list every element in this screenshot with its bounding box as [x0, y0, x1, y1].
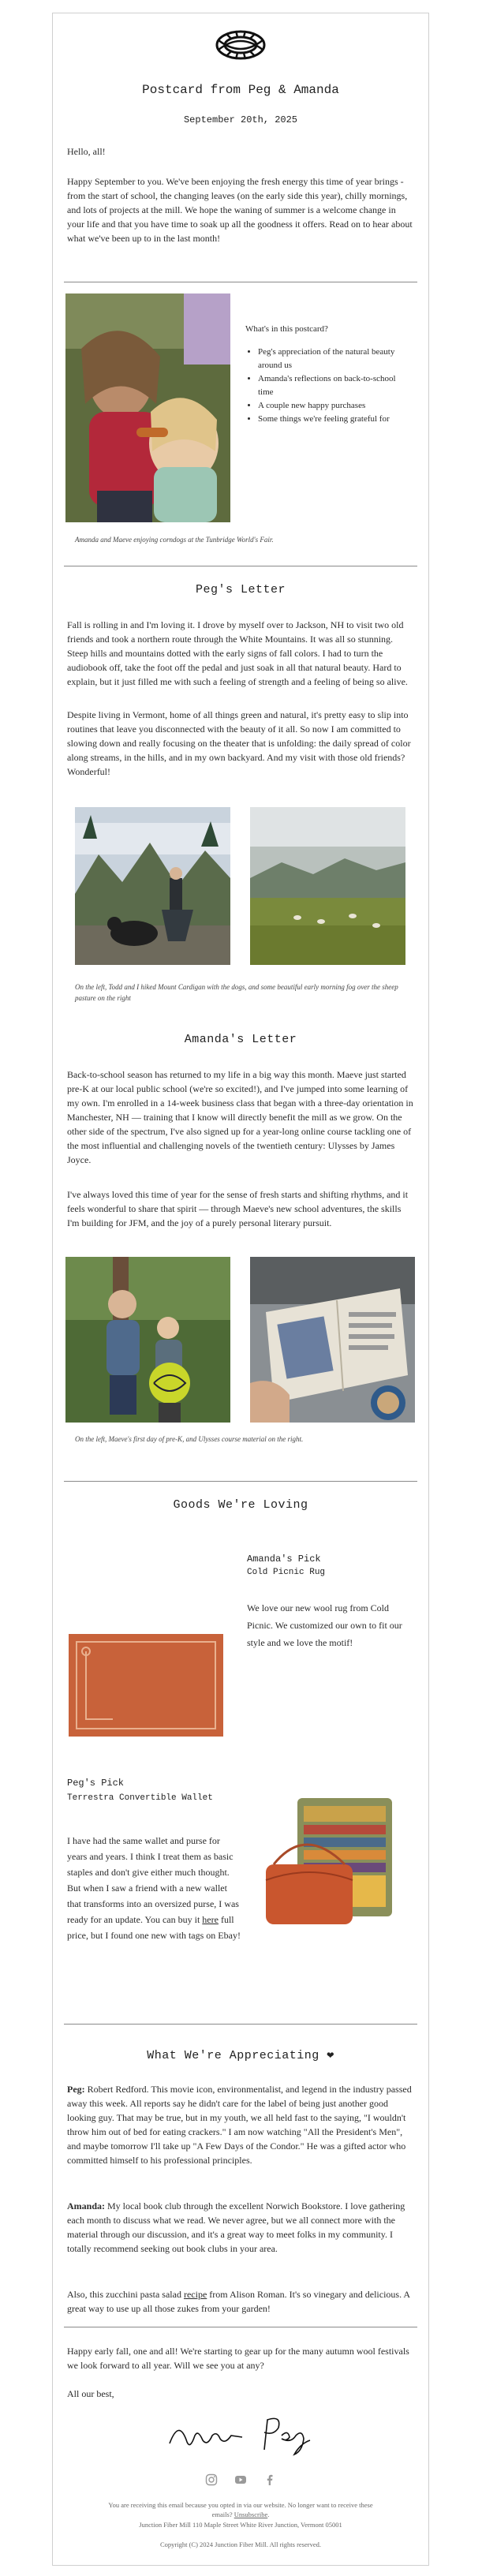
intro-paragraph: Happy September to you. We've been enjoying the fresh energy this time of year brings - from the start of school, the changing leaves (on the early side this year), chilly mornings, and lots of projects at the mill. We hope the waning of summer is a welcome change in your life and that you have time to soak up all the goodness it offers. Read on to hear about what we've been up to in the last month!: [67, 176, 413, 244]
corndog-photo: [65, 293, 230, 522]
zucchini-recipe-note: [67, 2287, 414, 2316]
newsletter-title: Postcard from Peg & Amanda: [142, 83, 339, 97]
signature: [163, 2412, 321, 2459]
ulysses-course-photo: [250, 1257, 415, 1423]
wallet-link[interactable]: here: [202, 1914, 219, 1925]
appreciating-title: What We're Appreciating ❤: [147, 2049, 334, 2062]
footer-notice: [108, 2500, 373, 2519]
amanda-pick-text: We love our new wool rug from Cold Picnic. We customized our own to fit our style and we love the motif!: [247, 1602, 402, 1648]
signoff: All our best,: [67, 2388, 114, 2399]
fog-pasture-photo: [250, 807, 405, 965]
amandas-letter-paragraph: Back-to-school season has returned to my life in a big way this month. Maeve just started pre-K at our local public school (we're so excited!), and I've jumped into some learning of my own. I'm enrolled in a 14-week business class that began with a three-day orientation in Manchester, NH — training that I know will directly benefit the mill as we grow. On the other side of the spectrum, I've also signed up for a year-long online course tackling one of the most influential and challenging novels of the twentieth century: Ulysses by James Joyce.: [67, 1069, 413, 1165]
peg-pick-text-end: full price, but I found one new with tags on Ebay!: [67, 1914, 241, 1941]
footer-notice-end: .: [267, 2511, 270, 2518]
peg-pick-label: Peg's Pick: [67, 1778, 125, 1789]
pegs-letter-title: Peg's Letter: [195, 583, 286, 596]
unsubscribe-link[interactable]: Unsubscribe: [234, 2511, 268, 2518]
pegs-letter-paragraph: Despite living in Vermont, home of all things green and natural, it's pretty easy to slip into routines that leave you disconnected with the beauty of it all. So now I am committed to slowing down and really focusing on the theater that is unfolding: the daily spread of color along streams, in the hills, and in my own backyard. And my visit with those old friends? Wonderful!: [67, 709, 411, 777]
divider: [64, 2024, 417, 2025]
facebook-icon[interactable]: [263, 2473, 276, 2486]
logo: [207, 26, 274, 64]
footer-address: Junction Fiber Mill 110 Maple Street White River Junction, Vermont 05001: [139, 2521, 342, 2529]
first-day-photo: [65, 1257, 230, 1423]
pegs-photo-caption: On the left, Todd and I hiked Mount Cardigan with the dogs, and some beautiful early morning fog over the sheep pasture on the right: [75, 983, 398, 1002]
amanda-appreciation: [67, 2199, 414, 2256]
corndog-caption: Amanda and Maeve enjoying corndogs at the Tunbridge World's Fair.: [75, 536, 274, 544]
youtube-icon[interactable]: [234, 2473, 247, 2486]
zucchini-text-end: from Alison Roman. It's so vinegary and delicious. A great way to use up all those zukes from your garden!: [67, 2289, 410, 2314]
pegs-letter-paragraph: Fall is rolling in and I'm loving it. I drove by myself over to Jackson, NH to visit two old friends and took a northern route through the White Mountains. It was all so stunning. Steep hills and mountains dotted with the early signs of fall colors. I had to turn the audiobook off, take the foot off the pedal and just soak in all that natural beauty. Hard to explain, but it just filled me with such a feeling of strength and a feeling of being so alive.: [67, 619, 408, 687]
footer-notice-text: You are receiving this email because you opted in via our website. No longer want to receive these emails?: [108, 2501, 373, 2518]
greeting: Hello, all!: [67, 146, 106, 157]
goods-title: Goods We're Loving: [173, 1498, 308, 1512]
postcard-contents: [245, 323, 411, 426]
sun-knot-logo-icon: [207, 26, 274, 64]
newsletter-date: September 20th, 2025: [183, 114, 298, 125]
hike-photo: [75, 807, 230, 965]
peg-appreciation-text: Robert Redford. This movie icon, environmentalist, and legend in the industry passed away this week. All reports say he didn't care for the label of being just another good looking guy. That may be true, but in my youth, we all held fast to the saying, "I wouldn't throw him out of bed for eating crackers." I am now watching "All the President's Men", and maybe tomorrow I'll take up "A Few Days of the Condor." He was a gifted actor who committed himself to his professional principles.: [67, 2084, 412, 2166]
list-item: • A couple new happy purchases: [258, 399, 411, 413]
peg-appreciation: [67, 2082, 414, 2167]
list-item: • Amanda's reflections on back-to-school time: [258, 372, 411, 399]
instagram-icon[interactable]: [205, 2473, 218, 2486]
footer-copyright: Copyright (C) 2024 Junction Fiber Mill. All rights reserved.: [160, 2540, 321, 2548]
divider: [64, 1481, 417, 1482]
peg-pick-text-start: I have had the same wallet and purse for years and years. I think I treat them as basic staples and don't give either much thought. But when I saw a friend with a new wallet that transforms into an oversized purse, I was ready for an update. You can buy it: [67, 1835, 239, 1925]
amandas-letter-paragraph: I've always loved this time of year for the sense of fresh starts and shifting rhythms, and it feels wonderful to share that spirit — through Maeve's new school adventures, the skills I'm building for JFM, and the joy of a purely personal literary pursuit.: [67, 1189, 409, 1228]
list-item: • Peg's appreciation of the natural beauty around us: [258, 346, 411, 372]
postcard-contents-heading: What's in this postcard?: [245, 324, 328, 334]
zucchini-text-start: Also, this zucchini pasta salad: [67, 2289, 184, 2300]
amanda-pick-label: Amanda's Pick: [247, 1553, 321, 1565]
amanda-pick-item: Cold Picnic Rug: [247, 1568, 326, 1577]
newsletter-card: [52, 13, 429, 2566]
terrestra-wallet-photo: [258, 1785, 400, 1940]
social-links: [197, 2473, 284, 2488]
peg-pick-item: Terrestra Convertible Wallet: [67, 1793, 213, 1803]
recipe-link[interactable]: recipe: [183, 2289, 207, 2300]
amandas-photo-caption: On the left, Maeve's first day of pre-K, and Ulysses course material on the right.: [75, 1435, 304, 1443]
closing-paragraph: Happy early fall, one and all! We're starting to gear up for the many autumn wool festivals we look forward to all year. Will we see you at any?: [67, 2346, 409, 2371]
amanda-appreciation-text: My local book club through the excellent Norwich Bookstore. I love gathering each month to discuss what we read. We never agree, but we all connect more with the material through our discussion, and it's a great way to meet folks in my community. I totally recommend seeking out book clubs in your area.: [67, 2200, 405, 2254]
list-item: • Some things we're feeling grateful for: [258, 413, 411, 426]
amandas-letter-title: Amanda's Letter: [184, 1033, 297, 1046]
cold-picnic-rug-photo: [65, 1626, 227, 1744]
peg-pick-text: [67, 1833, 242, 1943]
amanda-appreciation-label: Amanda:: [67, 2200, 106, 2211]
peg-appreciation-label: Peg:: [67, 2084, 85, 2095]
